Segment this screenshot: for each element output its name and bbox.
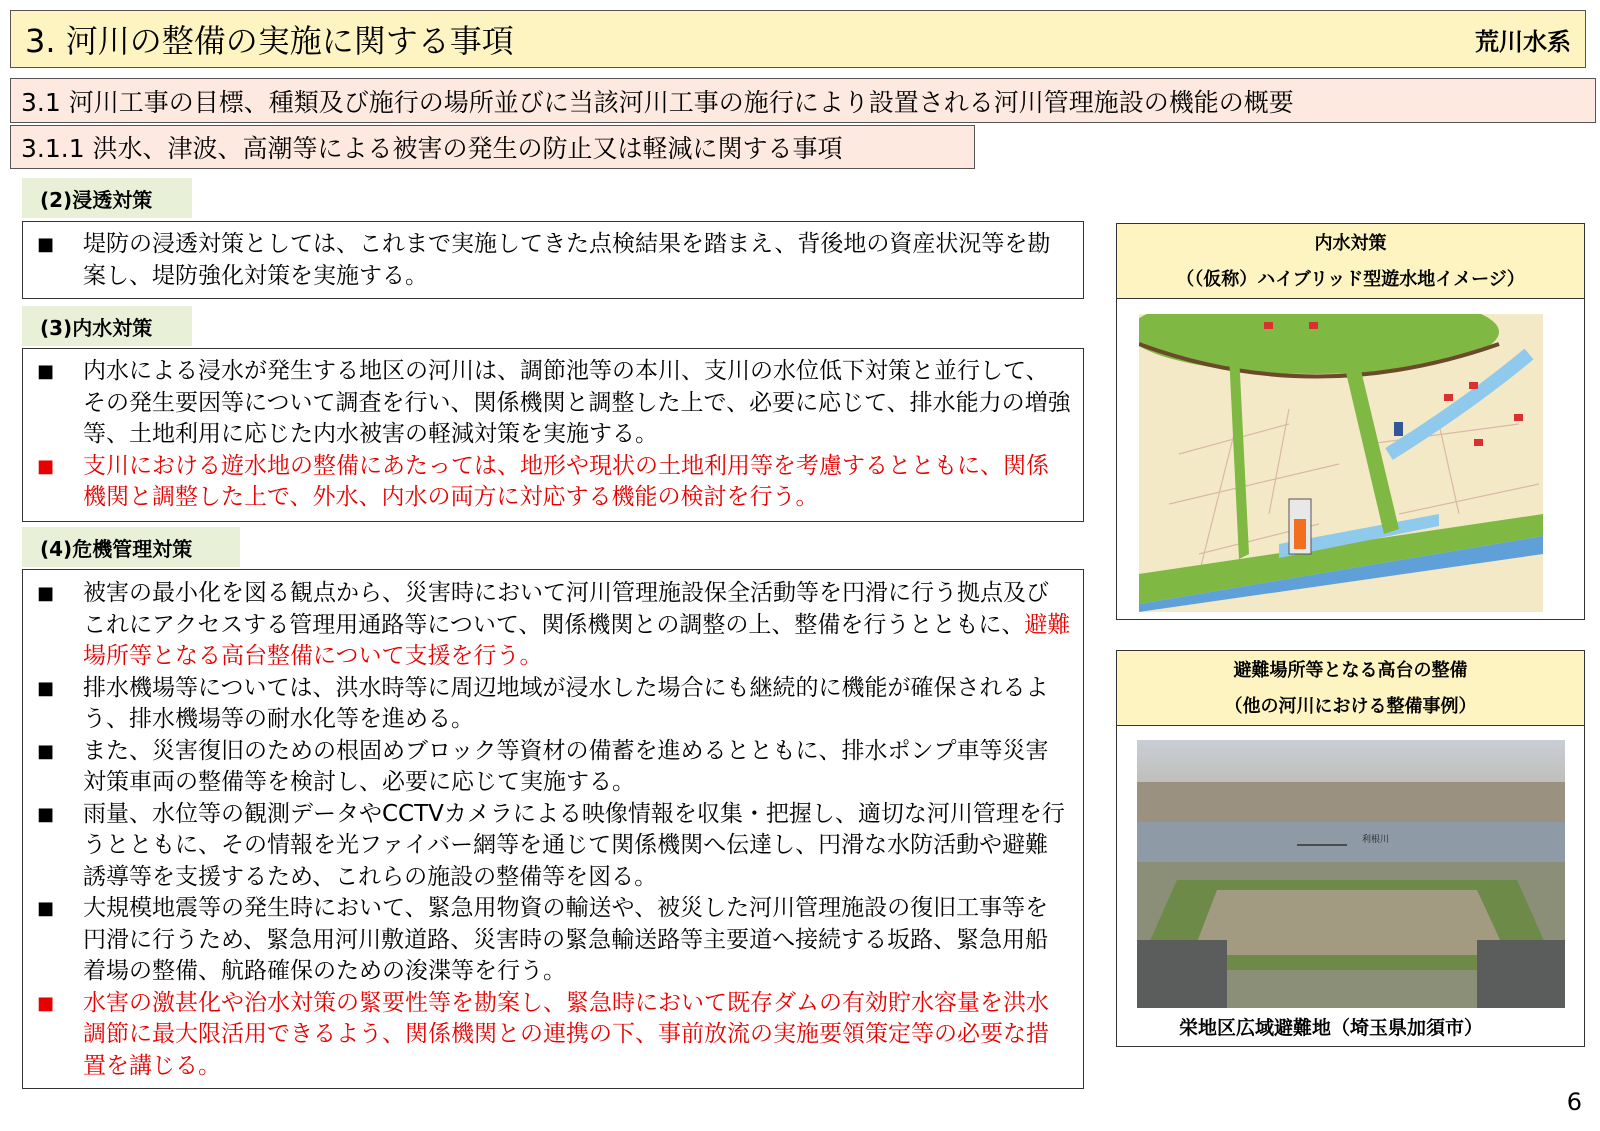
page-number: 6 <box>1566 1088 1582 1116</box>
bullet-square-icon: ■ <box>37 455 55 477</box>
bullet-square-icon: ■ <box>37 583 55 604</box>
bullet-square-icon: ■ <box>37 677 55 699</box>
bullet-square-icon: ■ <box>37 740 55 762</box>
box-seepage <box>22 221 1084 299</box>
bullet-item: ■ また、災害復旧のための根固めブロック等資材の備蓄を進めるとともに、排水ポンプ車等災害対策車両の整備等を検討し、必要に応じて実施する。 <box>37 736 1071 799</box>
river-label: 利根川 <box>1362 835 1390 845</box>
page-title: 3. 河川の整備の実施に関する事項 <box>25 22 514 60</box>
bullet-item: ■ 内水による浸水が発生する地区の河川は、調節池等の本川、支川の水位低下対策と並行して、その発生要因等について調査を行い、関係機関と調整した上で、必要に応じて、排水能力の増強等、土地利用に応じた内水被害の軽減対策を実施する。 <box>37 356 1071 451</box>
figure-retention-basin <box>1116 223 1585 620</box>
bullet-square-icon: ■ <box>37 361 55 382</box>
retention-basin-illustration <box>1139 314 1543 612</box>
bullet-item: ■ 排水機場等については、洪水時等に周辺地域が浸水した場合にも継続的に機能が確保されるよう、排水機場等の耐水化等を進める。 <box>37 673 1071 736</box>
figure-high-ground-caption: 栄地区広域避難地（埼玉県加須市） <box>1179 1017 1484 1039</box>
bullet-square-icon: ■ <box>37 992 55 1014</box>
label-inland-water: (3)内水対策 <box>22 306 192 346</box>
box-inland-water <box>22 348 1084 522</box>
section-heading-3-1: 3.1 河川工事の目標、種類及び施行の場所並びに当該河川工事の施行により設置される河川管理施設の機能の概要 <box>10 78 1596 123</box>
high-ground-photo <box>1137 740 1565 1008</box>
figure-high-ground <box>1116 650 1585 1047</box>
section-heading-3-1-1: 3.1.1 洪水、津波、高潮等による被害の発生の防止又は軽減に関する事項 <box>10 125 975 169</box>
bullet-square-icon: ■ <box>37 234 55 255</box>
bullet-square-icon: ■ <box>37 803 55 825</box>
figure-high-ground-header: 避難場所等となる高台の整備 （他の河川における整備事例） <box>1117 651 1584 726</box>
bullet-square-icon: ■ <box>37 898 55 919</box>
figure-retention-basin-header: 内水対策 （（仮称）ハイブリッド型遊水地イメージ） <box>1117 224 1584 299</box>
title-bar <box>10 10 1586 68</box>
label-seepage: (2)浸透対策 <box>22 178 192 218</box>
bullet-item: ■ 大規模地震等の発生時において、緊急用物資の輸送や、被災した河川管理施設の復旧工事等を円滑に行うため、緊急用河川敷道路、災害時の緊急輸送路等主要道へ接続する坂路、緊急用船着場の整備、航路確保のための浚渫等を行う。 <box>37 893 1071 988</box>
label-crisis-management: (4)危機管理対策 <box>22 527 240 567</box>
bullet-item: ■ 堤防の浸透対策としては、これまで実施してきた点検結果を踏まえ、背後地の資産状況等を勘案し、堤防強化対策を実施する。 <box>37 229 1071 292</box>
bullet-item: ■ 支川における遊水地の整備にあたっては、地形や現状の土地利用等を考慮するとともに、関係機関と調整した上で、外水、内水の両方に対応する機能の検討を行う。 <box>37 451 1071 514</box>
river-system-label: 荒川水系 <box>1475 27 1571 56</box>
bullet-item: ■ 被害の最小化を図る観点から、災害時において河川管理施設保全活動等を円滑に行う拠点及びこれにアクセスする管理用通路等について、関係機関との調整の上、整備を行うとともに、避難場所等となる高台整備について支援を行う。 <box>37 578 1071 673</box>
bullet-item: ■ 雨量、水位等の観測データやCCTVカメラによる映像情報を収集・把握し、適切な河川管理を行うとともに、その情報を光ファイバー網等を通じて関係機関へ伝達し、円滑な水防活動や避難誘導等を支援するため、これらの施設の整備等を図る。 <box>37 799 1071 894</box>
box-crisis-management <box>22 569 1084 1089</box>
bullet-item: ■ 水害の激甚化や治水対策の緊要性等を勘案し、緊急時において既存ダムの有効貯水容量を洪水調節に最大限活用できるよう、関係機関との連携の下、事前放流の実施要領策定等の必要な措置を講じる。 <box>37 988 1071 1083</box>
